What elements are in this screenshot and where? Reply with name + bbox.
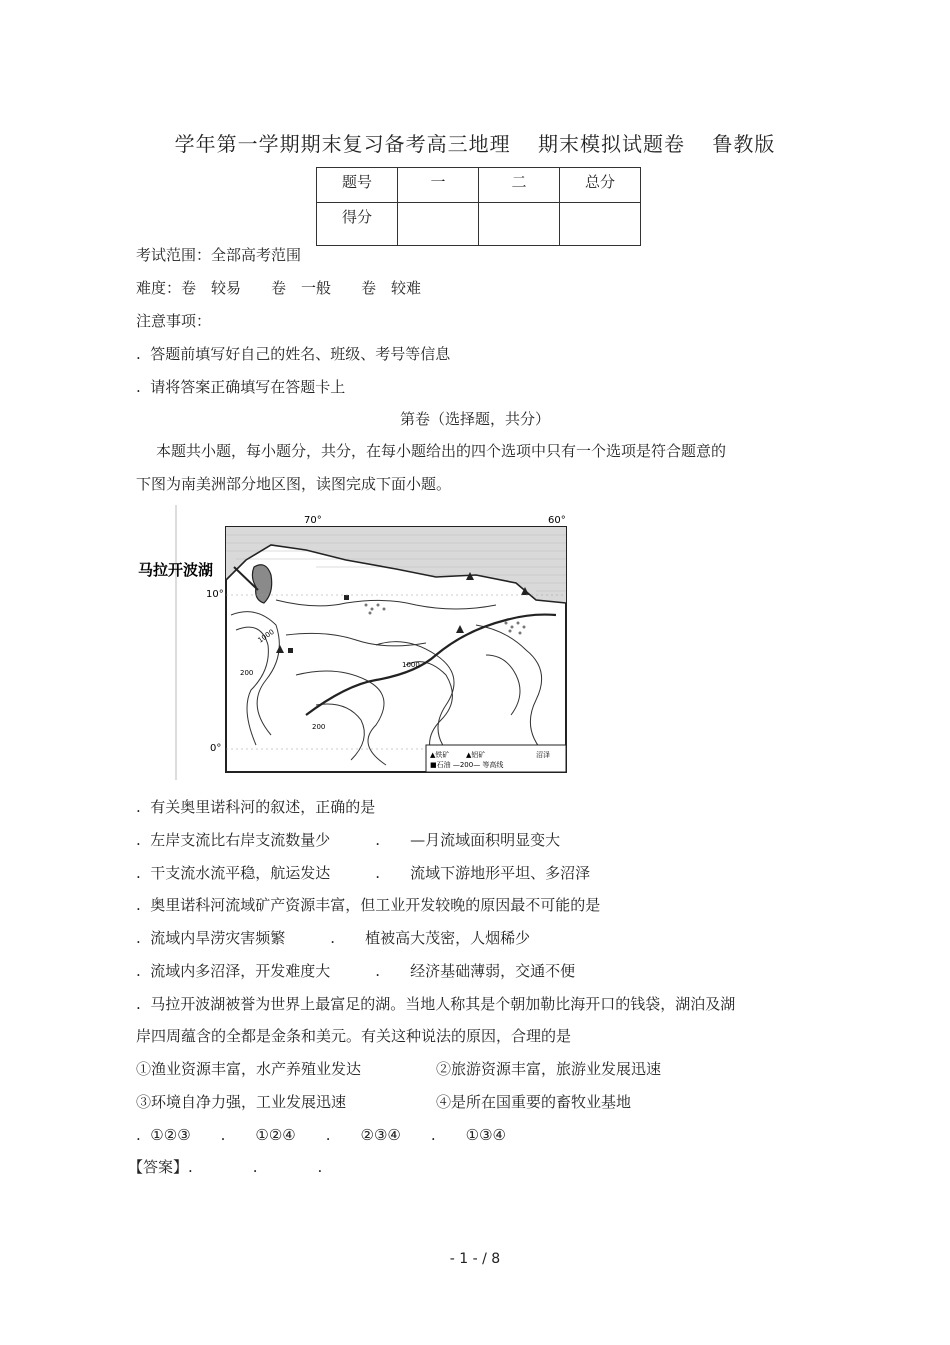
question-1-options: . 左岸支流比右岸支流数量少 . —月流域面积明显变大 <box>136 831 561 849</box>
score-header-cell: 二 <box>479 168 560 203</box>
contour-label: 200 <box>312 723 326 731</box>
page-number: - 1 - / 8 <box>449 1251 501 1267</box>
contour-label: 1000 <box>256 627 276 645</box>
contour-label: 1000 <box>402 661 420 669</box>
score-row-label: 得分 <box>317 203 398 246</box>
notice-item: . 答题前填写好自己的姓名、班级、考号等信息 <box>136 345 451 363</box>
score-header-cell: 总分 <box>560 168 641 203</box>
question-1-options: . 干支流水流平稳，航运发达 . 流域下游地形平坦、多沼泽 <box>136 864 591 882</box>
statement-options: ①渔业资源丰富，水产养殖业发达 ②旅游资源丰富，旅游业发展迅速 <box>136 1060 662 1078</box>
map-intro: 下图为南美洲部分地区图，读图完成下面小题。 <box>136 475 452 493</box>
difficulty: 难度：卷 较易 卷 一般 卷 较难 <box>136 279 422 297</box>
title-part1: 学年第一学期期末复习备考高三地理 <box>174 132 511 156</box>
instructions: 本题共小题，每小题分，共分，在每小题给出的四个选项中只有一个选项是符合题意的 <box>156 442 727 460</box>
question-2-options: . 流域内多沼泽，开发难度大 . 经济基础薄弱，交通不便 <box>136 962 576 980</box>
page-title <box>0 128 950 157</box>
question-1: . 有关奥里诺科河的叙述，正确的是 <box>136 798 376 816</box>
legend-item: 沼泽 <box>536 751 550 759</box>
question-3-choices: . ①②③ . ①②④ . ②③④ . ①③④ <box>136 1126 506 1144</box>
question-3-cont: 岸四周蕴含的全都是金条和美元。有关这种说法的原因，合理的是 <box>136 1027 572 1045</box>
score-header-cell: 一 <box>398 168 479 203</box>
south-america-map <box>138 505 596 785</box>
score-cell <box>560 203 641 246</box>
lat-label: 10° <box>206 589 224 600</box>
lon-label: 60° <box>548 515 566 526</box>
notice-item: . 请将答案正确填写在答题卡上 <box>136 378 346 396</box>
lon-label: 70° <box>304 515 322 526</box>
score-cell <box>398 203 479 246</box>
legend-item: ▲铝矿 <box>466 751 486 759</box>
score-cell <box>479 203 560 246</box>
legend-item: ■石油 —200— 等高线 <box>430 761 504 769</box>
score-header-cell: 题号 <box>317 168 398 203</box>
section-title: 第卷（选择题，共分） <box>399 410 550 428</box>
title-part2: 期末模拟试题卷 <box>538 132 685 156</box>
statement-options: ③环境自净力强，工业发展迅速 ④是所在国重要的畜牧业基地 <box>136 1093 632 1111</box>
answer-line: 【答案】. . . <box>128 1158 323 1176</box>
question-2: . 奥里诺科河流域矿产资源丰富，但工业开发较晚的原因最不可能的是 <box>136 896 601 914</box>
oil-marker <box>288 648 293 653</box>
question-3: . 马拉开波湖被誉为世界上最富足的湖。当地人称其是个朝加勒比海开口的钱袋，湖泊及湖 <box>136 995 736 1013</box>
oil-marker <box>344 595 349 600</box>
lat-label: 0° <box>210 743 222 754</box>
question-2-options: . 流域内旱涝灾害频繁 . 植被高大茂密，人烟稀少 <box>136 929 531 947</box>
lake-label: 马拉开波湖 <box>138 561 214 579</box>
title-part3: 鲁教版 <box>712 132 776 156</box>
legend-item: ▲铁矿 <box>430 751 450 759</box>
score-table <box>316 167 641 246</box>
notice-title: 注意事项： <box>136 312 212 330</box>
exam-scope: 考试范围：全部高考范围 <box>136 246 302 264</box>
contour-label: 200 <box>240 669 254 677</box>
